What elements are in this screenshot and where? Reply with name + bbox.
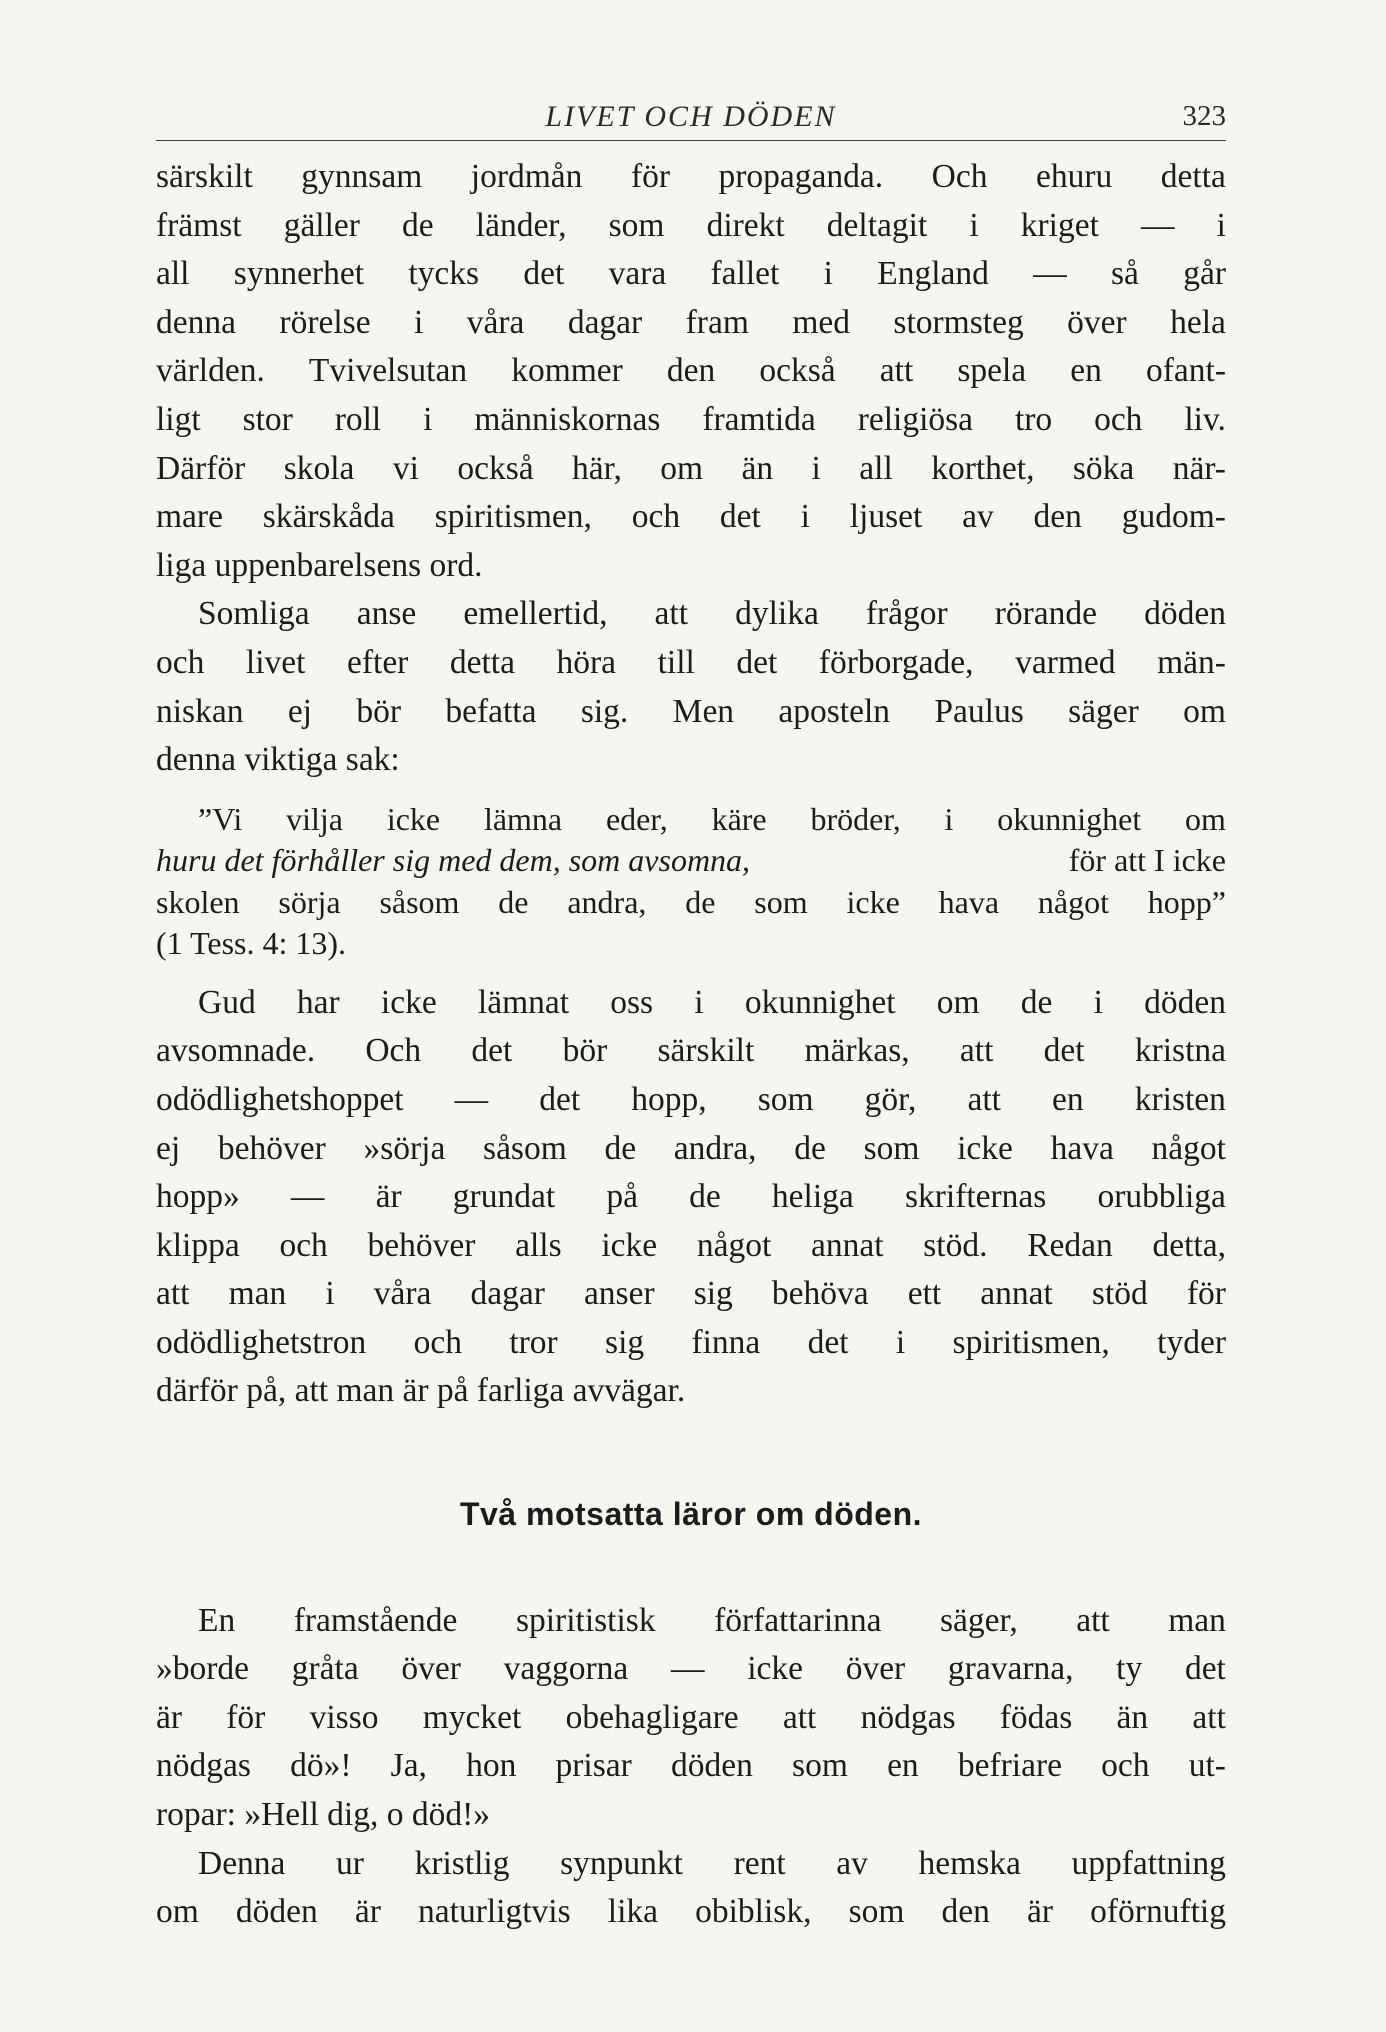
paragraph-3 bbox=[156, 979, 1226, 1416]
text-line: odödlighetstron och tror sig finna det i spiritismen, tyder bbox=[156, 1323, 1226, 1361]
text-line: Denna ur kristlig synpunkt rent av hemska uppfattning bbox=[198, 1844, 1226, 1882]
text-line: En framstående spiritistisk författarinna säger, att man bbox=[198, 1601, 1226, 1639]
text-line: niskan ej bör befatta sig. Men aposteln Paulus säger om bbox=[156, 692, 1226, 730]
text-line: främst gäller de länder, som direkt deltagit i kriget — i bbox=[156, 206, 1226, 244]
paragraph-2 bbox=[156, 590, 1226, 784]
text-line: mare skärskåda spiritismen, och det i ljuset av den gudom- bbox=[156, 498, 1226, 536]
body-text bbox=[156, 153, 1226, 1937]
text-line: ropar: »Hell dig, o död!» bbox=[156, 1796, 491, 1834]
text-line: denna viktiga sak: bbox=[156, 741, 400, 779]
text-line: »borde gråta över vaggorna — icke över gravarna, ty det bbox=[156, 1650, 1226, 1688]
text-line: all synnerhet tycks det vara fallet i England — så går bbox=[156, 255, 1226, 293]
quote-line: ”Vi vilja icke lämna eder, käre bröder, i okunnighet om bbox=[198, 800, 1226, 837]
text-line: liga uppenbarelsens ord. bbox=[156, 546, 483, 584]
text-line: Gud har icke lämnat oss i okunnighet om de i döden bbox=[198, 983, 1226, 1021]
text-line: avsomnade. Och det bör särskilt märkas, att det kristna bbox=[156, 1032, 1226, 1070]
text-line: nödgas dö»! Ja, hon prisar döden som en befriare och ut- bbox=[156, 1747, 1226, 1785]
text-line: Somliga anse emellertid, att dylika frågor rörande döden bbox=[198, 595, 1226, 633]
section-heading: Två motsatta läror om döden. bbox=[459, 1496, 923, 1533]
book-page bbox=[156, 96, 1226, 1937]
page-header bbox=[156, 96, 1226, 141]
paragraph-1 bbox=[156, 153, 1226, 590]
text-line: ej behöver »sörja såsom de andra, de som icke hava något bbox=[156, 1129, 1226, 1167]
paragraph-5 bbox=[156, 1840, 1226, 1937]
quote-italic-emphasis: huru det förhåller sig med dem, som avsomna, bbox=[156, 842, 751, 879]
text-line: ligt stor roll i människornas framtida religiösa tro och liv. bbox=[156, 400, 1226, 438]
scripture-quote bbox=[156, 799, 1226, 965]
page-number: 323 bbox=[1182, 100, 1226, 132]
text-line: Därför skola vi också här, om än i all korthet, söka när- bbox=[156, 449, 1226, 487]
text-line: därför på, att man är på farliga avvägar. bbox=[156, 1372, 686, 1410]
text-line: denna rörelse i våra dagar fram med stormsteg över hela bbox=[156, 303, 1226, 341]
text-line: är för visso mycket obehagligare att nödgas födas än att bbox=[156, 1698, 1226, 1736]
paragraph-4 bbox=[156, 1597, 1226, 1840]
text-line: hopp» — är grundat på de heliga skrifternas orubbliga bbox=[156, 1178, 1226, 1216]
quote-line-rest: för att I icke bbox=[1068, 842, 1226, 879]
text-line: och livet efter detta höra till det förborgade, varmed män- bbox=[156, 643, 1226, 681]
quote-reference: (1 Tess. 4: 13). bbox=[156, 925, 347, 962]
text-line: klippa och behöver alls icke något annat stöd. Redan detta, bbox=[156, 1226, 1226, 1264]
running-title: LIVET OCH DÖDEN bbox=[545, 100, 837, 133]
quote-line: skolen sörja såsom de andra, de som icke hava något hopp” bbox=[156, 883, 1226, 920]
text-line: odödlighetshoppet — det hopp, som gör, att en kristen bbox=[156, 1080, 1226, 1118]
text-line: om döden är naturligtvis lika obiblisk, som den är oförnuftig bbox=[156, 1893, 1226, 1931]
text-line: särskilt gynnsam jordmån för propaganda. Och ehuru detta bbox=[156, 158, 1226, 195]
text-line: världen. Tvivelsutan kommer den också att spela en ofant- bbox=[156, 352, 1226, 390]
quote-line bbox=[156, 840, 1226, 882]
text-line: att man i våra dagar anser sig behöva ett annat stöd för bbox=[156, 1275, 1226, 1313]
